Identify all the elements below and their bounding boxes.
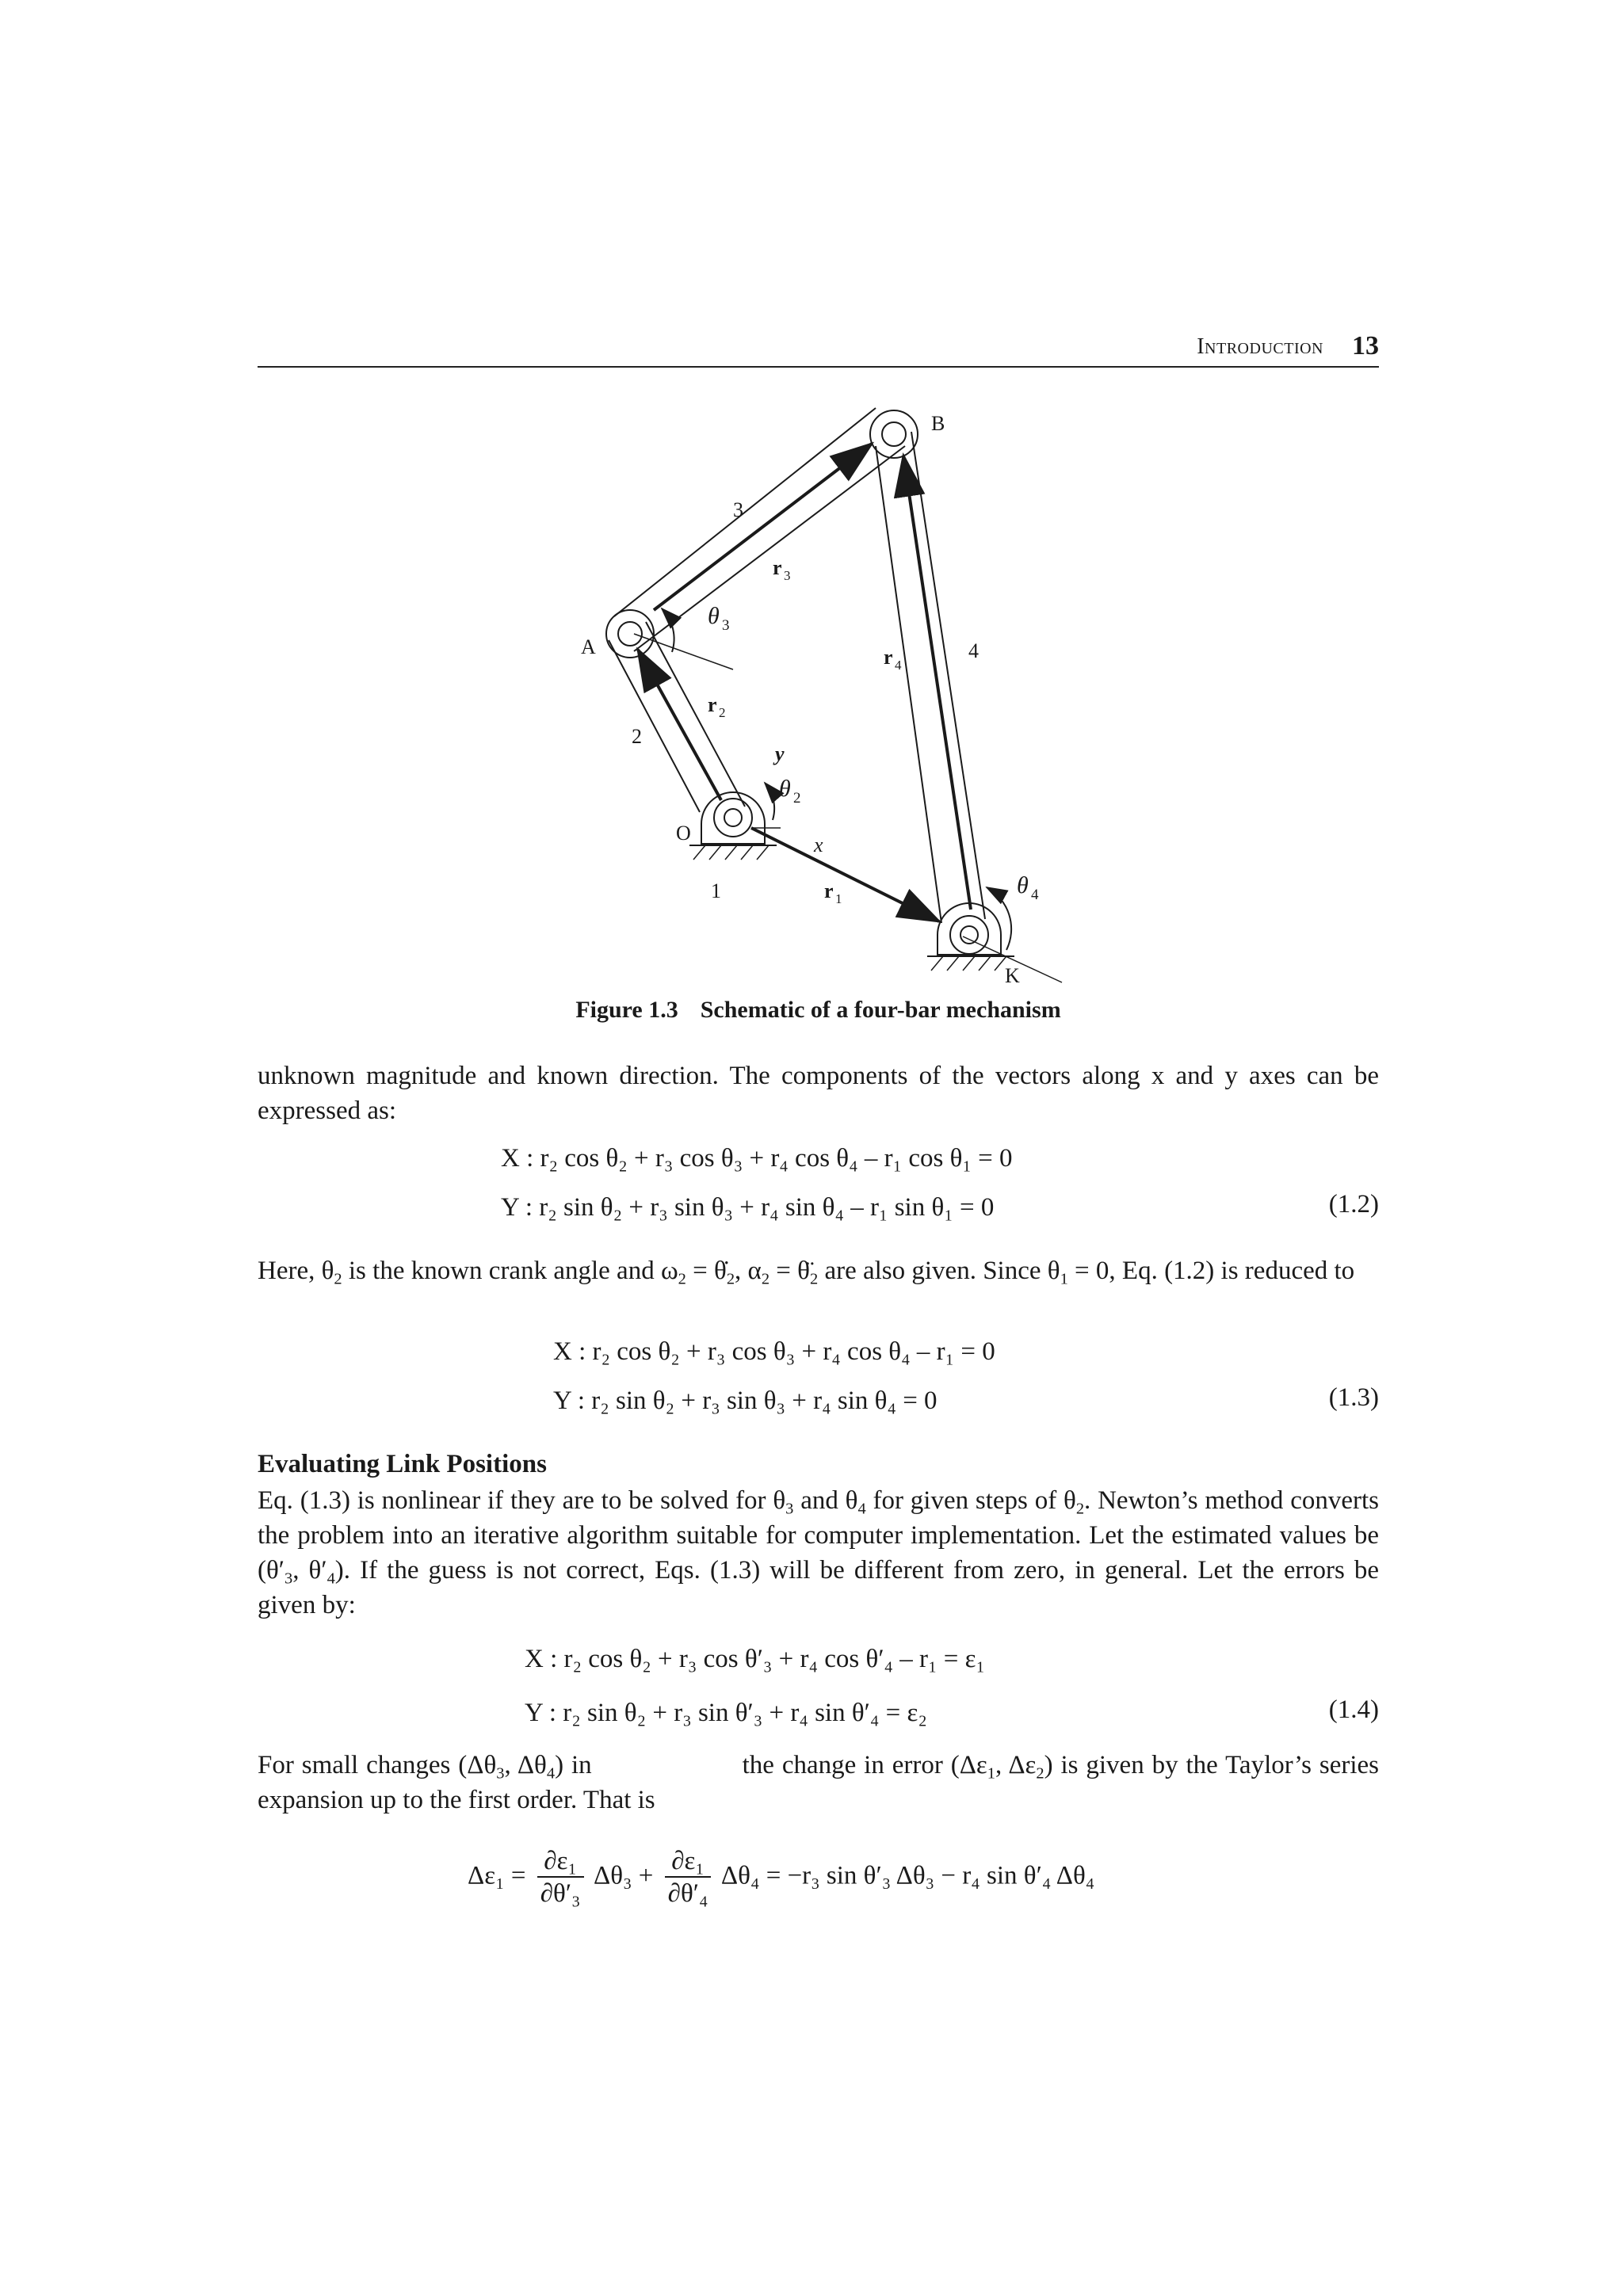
label-theta3-sub: 3 xyxy=(722,617,730,634)
p4-part: , Δθ xyxy=(504,1751,547,1779)
equation-1-2-x: X : r₂ cos θ₂ + r₃ cos θ₃ + r₄ cos θ₄ – r₁ cos θ₁ = 0 xyxy=(501,1144,1013,1173)
p2-sub: 2 xyxy=(726,1270,735,1288)
equation-number-1-2: (1.2) xyxy=(1328,1190,1379,1219)
figure-number: Figure 1.3 xyxy=(575,997,678,1023)
p4-part: ) in xyxy=(555,1751,592,1779)
figure-title: Schematic of a four-bar mechanism xyxy=(700,997,1061,1023)
equation-1-2-y: Y : r₂ sin θ₂ + r₃ sin θ₃ + r₄ sin θ₄ – r₁ sin θ₁ = 0 xyxy=(501,1193,995,1222)
fraction-2-denominator: ∂θ′₄ xyxy=(667,1879,708,1908)
page-number: 13 xyxy=(1352,331,1379,360)
p4-sub: 3 xyxy=(496,1764,505,1783)
label-theta2: θ xyxy=(779,776,791,802)
equation-1-3-x: X : r₂ cos θ₂ + r₃ cos θ₃ + r₄ cos θ₄ – r₁ = 0 xyxy=(553,1337,995,1366)
running-head xyxy=(258,331,1379,368)
p3-sub: 3 xyxy=(285,1569,293,1588)
label-link2: 2 xyxy=(632,725,642,748)
p4-sub: 2 xyxy=(1036,1764,1044,1783)
paragraph-2 xyxy=(258,1253,1379,1288)
label-r1: r xyxy=(824,879,834,902)
p2-part: are also given. Since θ xyxy=(818,1257,1060,1285)
p4-sub: 1 xyxy=(987,1764,995,1783)
p2-sub: 2 xyxy=(678,1270,686,1288)
p3-part: and θ xyxy=(793,1486,858,1515)
p3-part: for given steps of θ xyxy=(865,1486,1076,1515)
p3-part: , θ′ xyxy=(292,1556,327,1585)
label-r1-sub: 1 xyxy=(835,891,842,906)
p4-part: the change in error (Δε xyxy=(742,1751,987,1779)
p4-sub: 4 xyxy=(546,1764,556,1783)
label-y: y xyxy=(775,742,785,765)
label-B: B xyxy=(931,412,945,435)
equation-number-1-3: (1.3) xyxy=(1328,1383,1379,1412)
fraction-1-numerator: ∂ε₁ xyxy=(537,1846,584,1878)
p2-part: = 0, Eq. (1.2) is reduced to xyxy=(1067,1257,1355,1285)
equation-number-1-4: (1.4) xyxy=(1328,1695,1379,1724)
p2-sub: 2 xyxy=(334,1270,342,1288)
p4-part: ) is given by the Taylor’s series expansion up to the first order. That is xyxy=(258,1751,1379,1814)
figure-caption xyxy=(258,997,1379,1024)
paragraph-4 xyxy=(258,1748,1379,1817)
label-theta4-sub: 4 xyxy=(1031,887,1039,903)
label-r3-sub: 3 xyxy=(784,568,791,583)
equation-1-4-x: X : r₂ cos θ₂ + r₃ cos θ′₃ + r₄ cos θ′₄ – r₁ = ε₁ xyxy=(525,1645,986,1673)
p2-part: is the known crank angle and ω xyxy=(342,1257,678,1285)
label-theta3: θ xyxy=(708,603,720,629)
p4-part: , Δε xyxy=(995,1751,1037,1779)
label-r2: r xyxy=(708,693,717,716)
label-r4: r xyxy=(884,646,893,669)
p2-part: = θ̈ xyxy=(769,1257,810,1285)
taylor-rhs: Δθ₄ = −r₃ sin θ′₃ Δθ₃ − r₄ sin θ′₄ Δθ₄ xyxy=(720,1861,1095,1890)
label-link4: 4 xyxy=(968,639,979,662)
p3-sub: 2 xyxy=(1075,1500,1085,1518)
four-bar-figure xyxy=(555,396,1109,998)
label-r4-sub: 4 xyxy=(895,658,902,673)
fraction-2-numerator: ∂ε₁ xyxy=(665,1846,712,1878)
label-link1: 1 xyxy=(711,879,721,902)
equation-taylor xyxy=(468,1846,1094,1909)
p3-sub: 3 xyxy=(785,1500,794,1518)
equation-1-3-y: Y : r₂ sin θ₂ + r₃ sin θ₃ + r₄ sin θ₄ = 0 xyxy=(553,1386,938,1415)
p3-sub: 4 xyxy=(327,1569,335,1588)
taylor-lhs: Δε₁ = xyxy=(468,1861,526,1890)
p3-part: Eq. (1.3) is nonlinear if they are to be solved for θ xyxy=(258,1486,786,1515)
label-r2-sub: 2 xyxy=(719,705,726,720)
paragraph-3 xyxy=(258,1483,1379,1623)
label-A: A xyxy=(581,635,596,658)
equation-1-4-y: Y : r₂ sin θ₂ + r₃ sin θ′₃ + r₄ sin θ′₄ = ε₂ xyxy=(525,1699,927,1727)
p2-part: Here, θ xyxy=(258,1257,334,1285)
paragraph-1: unknown magnitude and known direction. The components of the vectors along x and y axes can be expressed as: xyxy=(258,1062,1379,1125)
label-x: x xyxy=(814,833,823,856)
fraction-2 xyxy=(665,1846,712,1909)
p3-part: . Newton’s method converts the problem into an iterative algorithm suitable for computer implementation. Let the estimated values be (θ′ xyxy=(258,1486,1379,1585)
p4-part: For small changes (Δθ xyxy=(258,1751,497,1779)
p2-part: = θ̇ xyxy=(685,1257,727,1285)
fraction-1 xyxy=(537,1846,584,1909)
label-O: O xyxy=(676,822,691,845)
p2-sub: 2 xyxy=(761,1270,770,1288)
taylor-term-1: Δθ₃ + xyxy=(593,1861,654,1890)
p3-part: ). If the guess is not correct, Eqs. (1.3) will be different from zero, in general. Let the errors be given by: xyxy=(258,1556,1379,1619)
label-theta2-sub: 2 xyxy=(793,790,801,807)
p3-sub: 4 xyxy=(857,1500,866,1518)
section-title: Introduction xyxy=(1197,334,1323,359)
label-K: K xyxy=(1005,964,1020,987)
fraction-1-denominator: ∂θ′₃ xyxy=(540,1879,581,1908)
p2-sub: 1 xyxy=(1060,1270,1068,1288)
p2-sub: 2 xyxy=(809,1270,819,1288)
section-heading: Evaluating Link Positions xyxy=(258,1450,547,1478)
label-link3: 3 xyxy=(733,498,743,521)
label-r3: r xyxy=(773,556,782,579)
label-theta4: θ xyxy=(1017,872,1029,898)
p2-part: , α xyxy=(735,1257,762,1285)
